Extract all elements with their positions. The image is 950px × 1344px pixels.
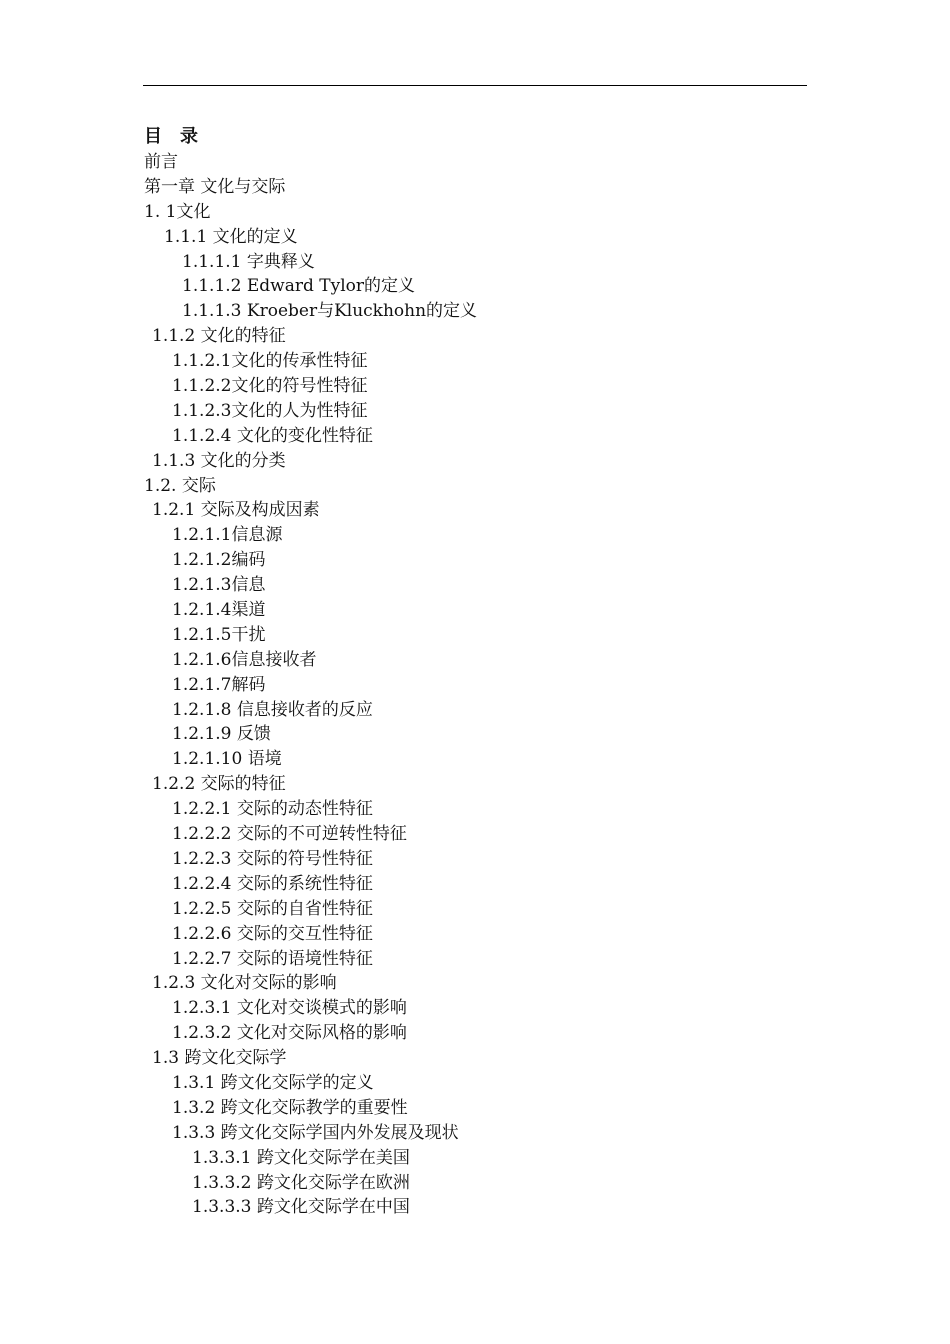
toc-entry[interactable]: 1.2.2.5 交际的自省性特征 [172, 898, 373, 919]
toc-entry[interactable]: 1.2.1.8 信息接收者的反应 [172, 699, 373, 720]
toc-entry[interactable]: 前言 [144, 152, 178, 172]
table-of-contents [144, 124, 824, 1220]
toc-entry[interactable]: 1.2.1.6信息接收者 [172, 649, 317, 670]
toc-entry[interactable]: 1.2. 交际 [144, 475, 216, 496]
toc-entry[interactable]: 1.2.2.2 交际的不可逆转性特征 [172, 824, 407, 845]
toc-entry[interactable]: 1.3.3 跨文化交际学国内外发展及现状 [172, 1122, 459, 1143]
toc-entry[interactable]: 1.2.1.9 反馈 [172, 724, 271, 745]
toc-entry[interactable]: 1.1.1.2 Edward Tylor的定义 [182, 276, 416, 297]
toc-entry[interactable]: 1.2.2.7 交际的语境性特征 [172, 948, 373, 969]
toc-entry[interactable]: 1.3.1 跨文化交际学的定义 [172, 1072, 374, 1093]
toc-entry[interactable]: 1.2.3.1 文化对交谈模式的影响 [172, 998, 407, 1019]
toc-entry[interactable]: 1.2.2.1 交际的动态性特征 [172, 799, 373, 820]
toc-entry[interactable]: 1.3.3.3 跨文化交际学在中国 [192, 1197, 410, 1218]
toc-entry[interactable]: 1.1.1 文化的定义 [164, 226, 298, 247]
toc-entry[interactable]: 1.1.1.1 字典释义 [182, 251, 315, 272]
toc-entry[interactable]: 1.2.3 文化对交际的影响 [152, 973, 337, 994]
toc-entry[interactable]: 1.3.2 跨文化交际教学的重要性 [172, 1097, 408, 1118]
toc-entry[interactable]: 1.2.1.5干扰 [172, 624, 266, 645]
toc-entry[interactable]: 1.2.1.4渠道 [172, 600, 266, 621]
toc-entry[interactable]: 1.2.2.3 交际的符号性特征 [172, 848, 373, 869]
toc-entry[interactable]: 1.2.2 交际的特征 [152, 774, 286, 795]
toc-entry[interactable]: 1.2.1.1信息源 [172, 525, 283, 546]
toc-entry[interactable]: 1.2.1.2编码 [172, 550, 266, 571]
toc-entry[interactable]: 1. 1文化 [144, 201, 211, 222]
header-rule [143, 85, 807, 86]
toc-entry[interactable]: 1.3 跨文化交际学 [152, 1048, 287, 1069]
toc-entry[interactable]: 1.1.2.1文化的传承性特征 [172, 351, 368, 372]
toc-entry[interactable]: 1.2.1.10 语境 [172, 749, 282, 770]
toc-title: 目 录 [144, 126, 198, 147]
toc-entry[interactable]: 1.1.1.3 Kroeber与Kluckhohn的定义 [182, 301, 478, 322]
toc-entry[interactable]: 1.2.1.3信息 [172, 575, 266, 596]
toc-entry[interactable]: 1.3.3.1 跨文化交际学在美国 [192, 1147, 410, 1168]
toc-entry[interactable]: 1.2.1 交际及构成因素 [152, 500, 320, 521]
toc-entry[interactable]: 1.1.2.2文化的符号性特征 [172, 376, 368, 397]
toc-entry[interactable]: 1.1.2.4 文化的变化性特征 [172, 425, 373, 446]
toc-entry[interactable]: 1.2.2.4 交际的系统性特征 [172, 873, 373, 894]
toc-entry-list [144, 150, 824, 1220]
toc-entry[interactable]: 1.3.3.2 跨文化交际学在欧洲 [192, 1172, 410, 1193]
toc-entry[interactable]: 1.1.2 文化的特征 [152, 326, 286, 347]
toc-entry[interactable]: 第一章 文化与交际 [144, 176, 286, 197]
toc-entry[interactable]: 1.2.2.6 交际的交互性特征 [172, 923, 373, 944]
toc-entry[interactable]: 1.1.3 文化的分类 [152, 450, 286, 471]
toc-entry[interactable]: 1.2.1.7解码 [172, 674, 266, 695]
toc-entry[interactable]: 1.2.3.2 文化对交际风格的影响 [172, 1023, 407, 1044]
toc-entry[interactable]: 1.1.2.3文化的人为性特征 [172, 400, 368, 421]
